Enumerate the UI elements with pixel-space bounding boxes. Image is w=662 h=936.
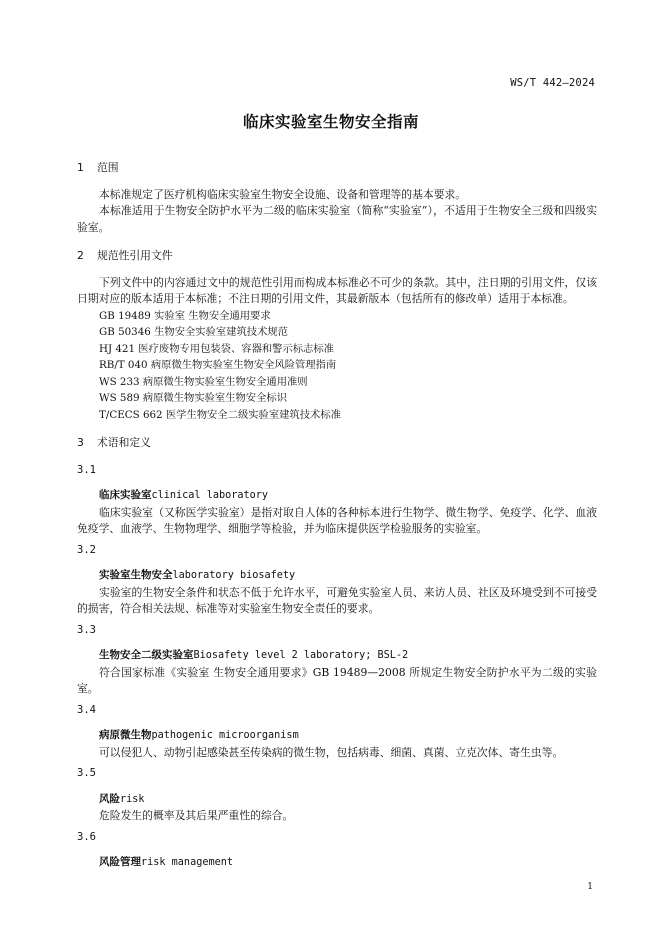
term-heading bbox=[99, 487, 597, 505]
section-title: 规范性引用文件 bbox=[97, 249, 173, 262]
references-intro: 下列文件中的内容通过文中的规范性引用而构成本标准必不可少的条款。其中，注日期的引用文件，仅该日期对应的版本适用于本标准；不注日期的引用文件，其最新版本（包括所有的修改单）适用于本标准。 bbox=[77, 275, 597, 305]
term-en: risk management bbox=[141, 857, 234, 868]
scope-paragraph-1: 本标准规定了医疗机构临床实验室生物安全设施、设备和管理等的基本要求。 bbox=[99, 187, 467, 201]
term-number: 3.6 bbox=[77, 830, 96, 843]
reference-item: GB 19489 实验室 生物安全通用要求 bbox=[99, 309, 271, 322]
section-number: 1 bbox=[77, 161, 84, 174]
term-number: 3.1 bbox=[77, 463, 96, 476]
scope-paragraph-2: 本标准适用于生物安全防护水平为二级的临床实验室（简称“实验室”），不适用于生物安全三级和四级实验室。 bbox=[77, 204, 597, 234]
term-zh: 实验室生物安全 bbox=[99, 569, 173, 581]
term-definition: 可以侵犯人、动物引起感染甚至传染病的微生物，包括病毒、细菌、真菌、立克次体、寄生虫等。 bbox=[99, 745, 564, 759]
term-en: Biosafety level 2 laboratory; BSL-2 bbox=[193, 650, 409, 661]
term-en: clinical laboratory bbox=[151, 490, 269, 501]
reference-item: WS 589 病原微生物实验室生物安全标识 bbox=[99, 392, 287, 404]
term-number: 3.5 bbox=[77, 767, 96, 779]
term-zh: 风险管理 bbox=[99, 856, 141, 868]
section-heading-scope bbox=[77, 160, 597, 177]
term-zh: 临床实验室 bbox=[99, 489, 152, 501]
document-title: 临床实验室生物安全指南 bbox=[242, 113, 419, 131]
standard-code: WS/T 442—2024 bbox=[510, 77, 595, 89]
page-number: 1 bbox=[587, 882, 593, 892]
term-en: laboratory biosafety bbox=[172, 570, 296, 581]
term-heading bbox=[99, 727, 597, 745]
term-zh: 生物安全二级实验室 bbox=[99, 649, 194, 661]
section-title: 术语和定义 bbox=[97, 436, 151, 449]
term-definition: 危险发生的概率及其后果严重性的综合。 bbox=[99, 809, 294, 822]
term-definition: 符合国家标准《实验室 生物安全通用要求》GB 19489—2008 所规定生物安全防护水平为二级的实验室。 bbox=[77, 665, 597, 695]
document-body bbox=[77, 160, 597, 872]
reference-item: T/CECS 662 医学生物安全二级实验室建筑技术标准 bbox=[99, 408, 341, 421]
reference-item: HJ 421 医疗废物专用包装袋、容器和警示标志标准 bbox=[99, 342, 334, 355]
term-number: 3.2 bbox=[77, 543, 96, 556]
term-zh: 病原微生物 bbox=[99, 729, 152, 741]
term-zh: 风险 bbox=[99, 792, 120, 805]
term-en: pathogenic microorganism bbox=[151, 730, 299, 741]
section-number: 3 bbox=[77, 436, 84, 449]
term-heading bbox=[99, 647, 597, 665]
term-definition: 临床实验室（又称医学实验室）是指对取自人体的各种标本进行生物学、微生物学、免疫学、化学、血液免疫学、血液学、生物物理学、细胞学等检验，并为临床提供医学检验服务的实验室。 bbox=[77, 505, 597, 535]
term-heading bbox=[99, 854, 597, 872]
term-heading bbox=[99, 567, 597, 585]
term-number: 3.3 bbox=[77, 623, 96, 636]
reference-item: WS 233 病原微生物实验室生物安全通用准则 bbox=[99, 375, 308, 388]
reference-item: GB 50346 生物安全实验室建筑技术规范 bbox=[99, 326, 288, 338]
section-number: 2 bbox=[77, 249, 84, 262]
section-heading-terms bbox=[77, 435, 597, 452]
section-heading-normative-references bbox=[77, 248, 597, 265]
term-en: risk bbox=[120, 793, 145, 805]
section-title: 范围 bbox=[97, 161, 119, 174]
reference-item: RB/T 040 病原微生物实验室生物安全风险管理指南 bbox=[99, 359, 337, 371]
term-definition: 实验室的生物安全条件和状态不低于允许水平，可避免实验室人员、来访人员、社区及环境受到不可接受的损害，符合相关法规、标准等对实验室生物安全责任的要求。 bbox=[77, 585, 597, 615]
term-heading bbox=[99, 791, 597, 809]
term-number: 3.4 bbox=[77, 703, 96, 716]
